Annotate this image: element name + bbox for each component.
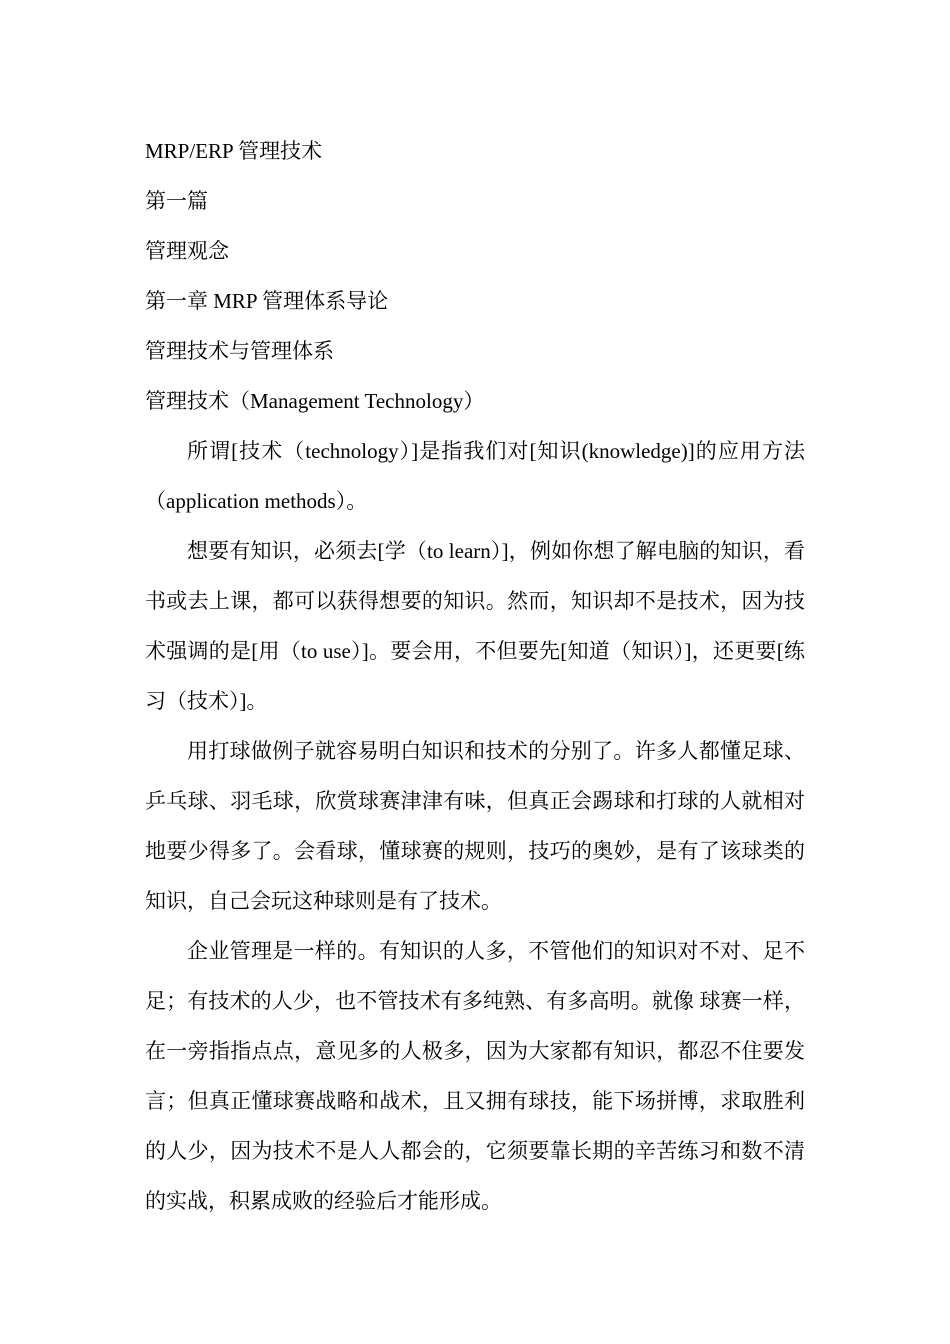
paragraph-ball-game-example: 用打球做例子就容易明白知识和技术的分别了。许多人都懂足球、乒乓球、羽毛球，欣赏球赛津津有味，但真正会踢球和打球的人就相对地要少得多了。会看球，懂球赛的规则，技巧的奥妙，是有了该球类的知识，自己会玩这种球则是有了技术。 bbox=[145, 739, 805, 913]
part-subtitle: 管理观念 bbox=[145, 239, 229, 263]
chapter-heading: 第一章 MRP 管理体系导论 bbox=[145, 289, 389, 313]
subsection-heading: 管理技术（Management Technology） bbox=[145, 389, 485, 413]
paragraph-technology-definition: 所谓[技术（technology）]是指我们对[知识(knowledge)]的应用方法（application methods）。 bbox=[145, 439, 805, 513]
paragraph-knowledge-vs-technology: 想要有知识，必须去[学（to learn）]，例如你想了解电脑的知识，看书或去上课，都可以获得想要的知识。然而，知识却不是技术，因为技术强调的是[用（to use）]。要会用，不但要先[知道（知识）]，还更要[练习（技术）]。 bbox=[145, 539, 805, 713]
document-body bbox=[145, 126, 805, 1226]
document-title: MRP/ERP 管理技术 bbox=[145, 139, 323, 163]
part-heading: 第一篇 bbox=[145, 189, 208, 213]
section-heading: 管理技术与管理体系 bbox=[145, 339, 334, 363]
paragraph-enterprise-management: 企业管理是一样的。有知识的人多，不管他们的知识对不对、足不足；有技术的人少，也不管技术有多纯熟、有多高明。就像 球赛一样，在一旁指指点点，意见多的人极多，因为大家都有知识，都忍不住要发言；但真正懂球赛战略和战术，且又拥有球技，能下场拼博，求取胜利的人少，因为技术不是人人都会的，它须要靠长期的辛苦练习和数不清的实战，积累成败的经验后才能形成。 bbox=[145, 939, 805, 1213]
